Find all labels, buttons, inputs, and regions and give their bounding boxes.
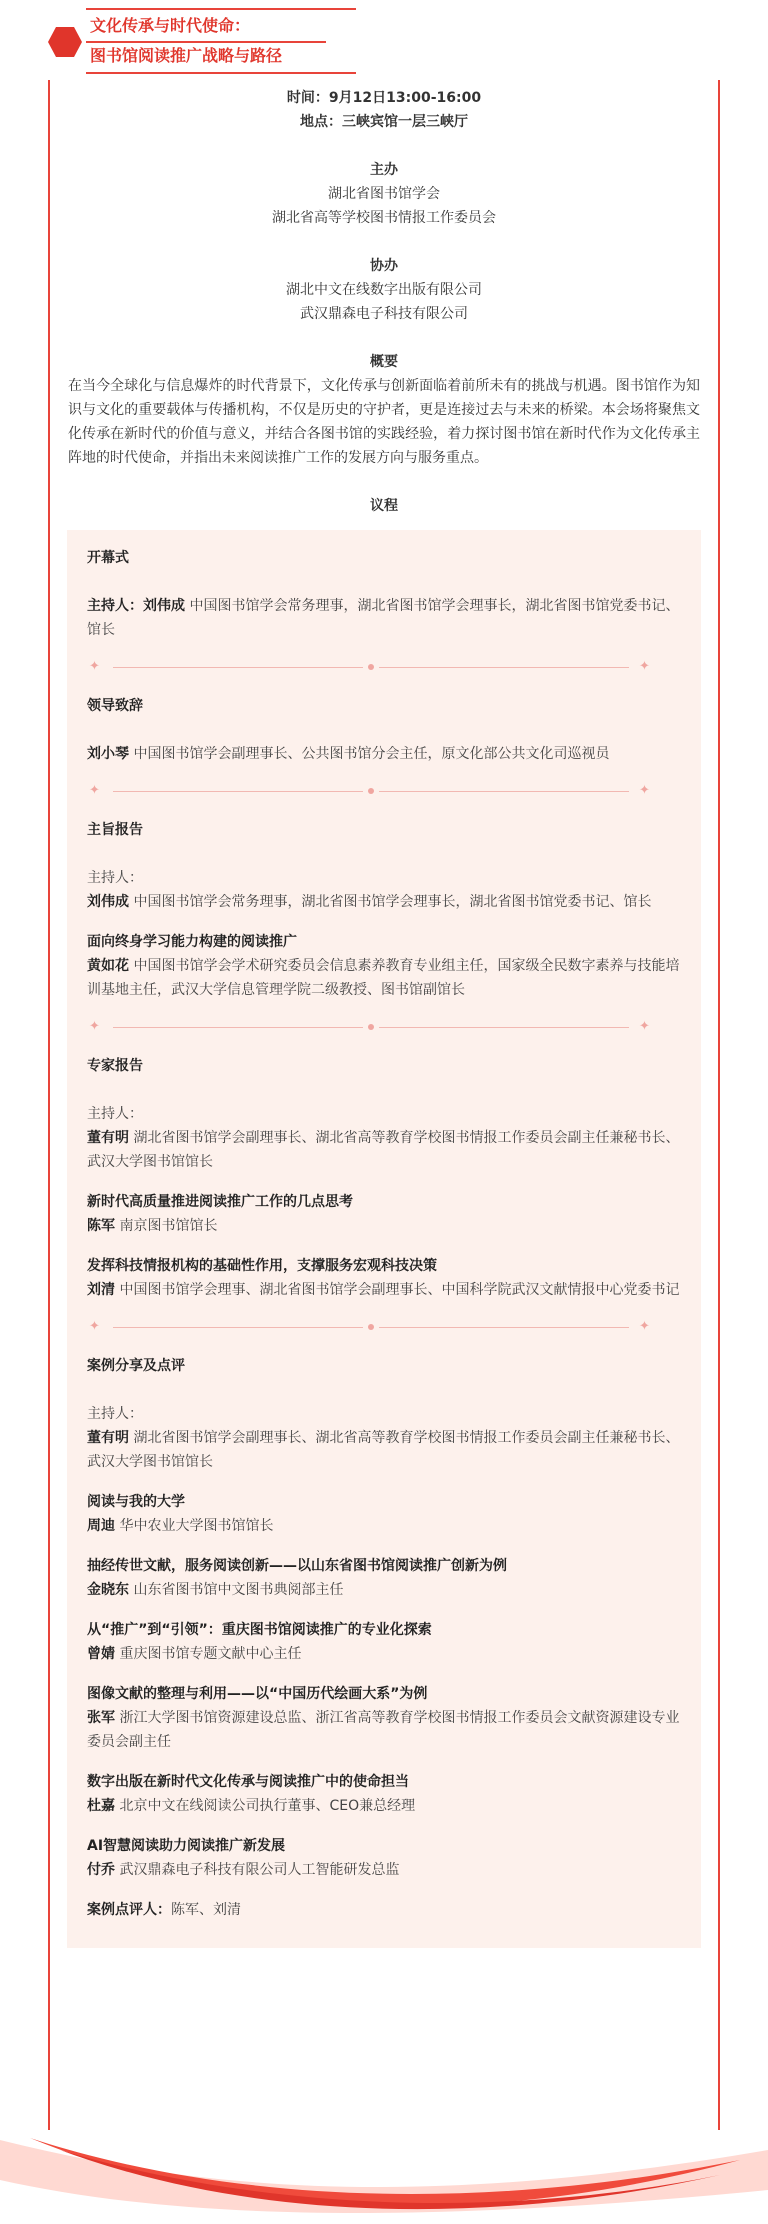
- speaker: [87, 742, 681, 766]
- speaker-name: 付乔: [87, 1862, 115, 1878]
- host-desc: 湖北省图书馆学会副理事长、湖北省高等教育学校图书情报工作委员会副主任兼秘书长、武汉大学图书馆馆长: [87, 1430, 680, 1470]
- session-title: 领导致辞: [87, 698, 143, 714]
- session-title: 案例分享及点评: [87, 1358, 185, 1374]
- case-title: 抽经传世文献，服务阅读创新——以山东省图书馆阅读推广创新为例: [87, 1558, 507, 1574]
- speaker: [87, 954, 681, 1002]
- section-divider: ✦ ✦: [89, 1319, 650, 1334]
- host-org: 湖北省图书馆学会: [328, 186, 440, 202]
- event-time: 时间：9月12日13:00-16:00: [286, 90, 482, 106]
- agenda-title: 议程: [370, 498, 398, 514]
- speaker-name: 杜嘉: [87, 1798, 115, 1814]
- overview-text: 在当今全球化与信息爆炸的时代背景下，文化传承与创新面临着前所未有的挑战与机遇。图书馆作为知识与文化的重要载体与传播机构，不仅是历史的守护者，更是连接过去与未来的桥梁。本会场将聚焦文化传承在新时代的价值与意义，并结合各图书馆的实践经验，着力探讨图书馆在新时代作为文化传承主阵地的时代使命，并指出未来阅读推广工作的发展方向与服务重点。: [68, 378, 700, 466]
- reviewers-label: 案例点评人：: [87, 1902, 171, 1918]
- event-place: 地点：三峡宾馆一层三峡厅: [300, 114, 468, 130]
- host-name: 董有明: [87, 1430, 129, 1446]
- speaker-desc: 华中农业大学图书馆馆长: [115, 1518, 274, 1534]
- header-title-line2: 图书馆阅读推广战略与路径: [90, 46, 283, 65]
- session-host: [87, 890, 681, 914]
- host-label: 主持人：: [87, 1106, 143, 1122]
- speaker-desc: 南京图书馆馆长: [115, 1218, 218, 1234]
- speaker-desc: 浙江大学图书馆资源建设总监、浙江省高等教育学校图书情报工作委员会文献资源建设专业委员会副主任: [87, 1710, 680, 1750]
- session-title: 开幕式: [87, 550, 129, 566]
- hexagon-icon: [48, 27, 82, 57]
- cohost-org: 湖北中文在线数字出版有限公司: [286, 282, 482, 298]
- speaker-name: 刘小琴: [87, 746, 129, 762]
- speaker-name: 周迪: [87, 1518, 115, 1534]
- host-org: 湖北省高等学校图书情报工作委员会: [272, 210, 496, 226]
- host-name: 董有明: [87, 1130, 129, 1146]
- host-name: 刘伟成: [143, 598, 185, 614]
- speaker-name: 黄如花: [87, 958, 129, 974]
- speaker: [87, 1794, 681, 1818]
- case-reviewers: [87, 1898, 681, 1922]
- case-title: 从“推广”到“引领”：重庆图书馆阅读推广的专业化探索: [87, 1622, 432, 1638]
- session-host: [87, 1426, 681, 1474]
- speaker: [87, 1278, 681, 1302]
- section-divider: ✦ ✦: [89, 783, 650, 798]
- host-name: 刘伟成: [87, 894, 129, 910]
- speaker-name: 曾婧: [87, 1646, 115, 1662]
- case-title: 数字出版在新时代文化传承与阅读推广中的使命担当: [87, 1774, 409, 1790]
- host-desc: 中国图书馆学会常务理事，湖北省图书馆学会理事长，湖北省图书馆党委书记、馆长: [87, 598, 680, 638]
- case-title: 图像文献的整理与利用——以“中国历代绘画大系”为例: [87, 1686, 428, 1702]
- speaker-name: 张军: [87, 1710, 115, 1726]
- header: [48, 8, 328, 74]
- host-label: 主持人：: [87, 598, 143, 614]
- host-label: 主持人：: [87, 870, 143, 886]
- talk-title: 面向终身学习能力构建的阅读推广: [87, 934, 297, 950]
- speaker-desc: 中国图书馆学会学术研究委员会信息素养教育专业组主任，国家级全民数字素养与技能培训基地主任，武汉大学信息管理学院二级教授、图书馆副馆长: [87, 958, 680, 998]
- case-title: AI智慧阅读助力阅读推广新发展: [87, 1838, 286, 1854]
- header-top-line: [86, 8, 356, 10]
- speaker: [87, 1514, 681, 1538]
- session-host: [87, 1126, 681, 1174]
- speaker-name: 陈军: [87, 1218, 115, 1234]
- cohost-org: 武汉鼎森电子科技有限公司: [300, 306, 468, 322]
- speaker-desc: 山东省图书馆中文图书典阅部主任: [129, 1582, 344, 1598]
- content: [50, 86, 718, 1948]
- session-title: 主旨报告: [87, 822, 143, 838]
- host-label: 主持人：: [87, 1406, 143, 1422]
- speaker-desc: 中国图书馆学会理事、湖北省图书馆学会副理事长、中国科学院武汉文献情报中心党委书记: [115, 1282, 680, 1298]
- overview-title: 概要: [370, 354, 398, 370]
- host-desc: 中国图书馆学会常务理事，湖北省图书馆学会理事长，湖北省图书馆党委书记、馆长: [129, 894, 652, 910]
- host-title: 主办: [370, 162, 398, 178]
- host-desc: 湖北省图书馆学会副理事长、湖北省高等教育学校图书情报工作委员会副主任兼秘书长、武汉大学图书馆馆长: [87, 1130, 680, 1170]
- speaker: [87, 1706, 681, 1754]
- speaker-desc: 武汉鼎森电子科技有限公司人工智能研发总监: [115, 1862, 400, 1878]
- talk-title: 发挥科技情报机构的基础性作用，支撑服务宏观科技决策: [87, 1258, 437, 1274]
- section-divider: ✦ ✦: [89, 659, 650, 674]
- session-title: 专家报告: [87, 1058, 143, 1074]
- speaker: [87, 1578, 681, 1602]
- reviewers-names: 陈军、刘清: [171, 1902, 241, 1918]
- speaker: [87, 1858, 681, 1882]
- session-host: [87, 594, 681, 642]
- case-title: 阅读与我的大学: [87, 1494, 185, 1510]
- speaker-name: 金晓东: [87, 1582, 129, 1598]
- speaker: [87, 1214, 681, 1238]
- header-bottom-line: [86, 72, 356, 74]
- header-title-line1: 文化传承与时代使命：: [90, 16, 251, 35]
- speaker-desc: 重庆图书馆专题文献中心主任: [115, 1646, 302, 1662]
- cohost-title: 协办: [370, 258, 398, 274]
- speaker-desc: 北京中文在线阅读公司执行董事、CEO兼总经理: [115, 1798, 416, 1814]
- speaker: [87, 1642, 681, 1666]
- speaker-name: 刘清: [87, 1282, 115, 1298]
- footer-wave-decoration: [0, 2120, 768, 2224]
- frame-right-line: [718, 80, 720, 2130]
- section-divider: ✦ ✦: [89, 1019, 650, 1034]
- header-mid-line: [86, 41, 326, 43]
- agenda-panel: [67, 530, 701, 1948]
- speaker-desc: 中国图书馆学会副理事长、公共图书馆分会主任，原文化部公共文化司巡视员: [129, 746, 610, 762]
- talk-title: 新时代高质量推进阅读推广工作的几点思考: [87, 1194, 353, 1210]
